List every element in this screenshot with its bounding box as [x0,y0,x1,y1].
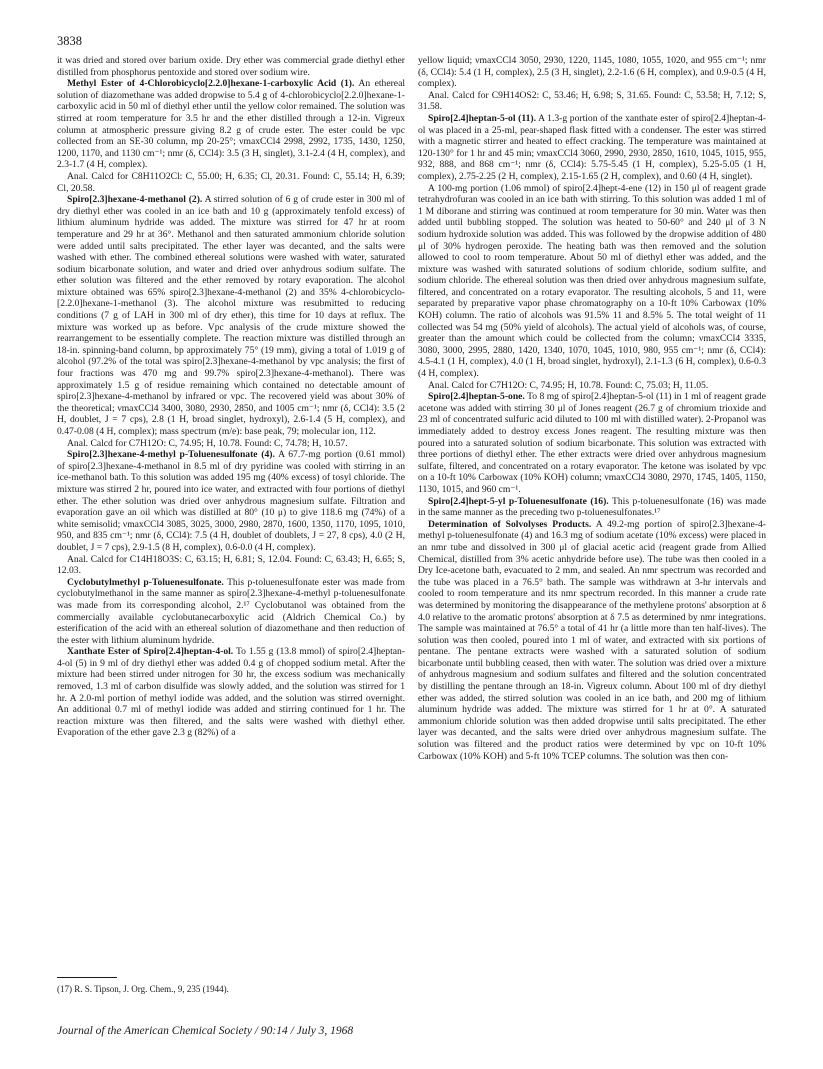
body-paragraph [418,391,766,495]
body-paragraph [57,194,405,437]
left-column [57,55,405,739]
body-paragraph [418,519,766,762]
paragraph-heading: Methyl Ester of 4-Chlorobicyclo[2.2.0]hexane-1-carboxylic Acid (1). [67,78,355,90]
paragraph-text: A 67.7-mg portion (0.61 mmol) of spiro[2.3]hexane-4-methanol in 8.5 ml of dry pyridine was cooled with stirring in an ice-methanol bath. To this solution was added 195 mg (40% excess) of tosyl chloride. The mixture was stirred 2 hr, poured into ice water, and extracted with four portions of diethyl ether. The ether solution was dried over anhydrous magnesium sulfate. Filtration and evaporation gave an oil which was distilled at 80° (10 μ) to give 118.6 mg (74%) of a white semisolid; νmaxCCl4 3085, 3025, 3000, 2980, 2870, 1600, 1350, 1170, 1095, 1010, 950, and 835 cm⁻¹; nmr (δ, CCl4): 7.5 (4 H, doublet of doublets, J = 27, 8 cps), 4.0 (2 H, doublet, J = 7 cps), 2.9-1.5 (8 H, complex), 0.6-0.0 (4 H, complex). [57,449,405,553]
paragraph-heading: Spiro[2.3]hexane-4-methanol (2). [67,194,203,206]
paragraph-heading: Cyclobutylmethyl p-Toluenesulfonate. [67,576,224,588]
paragraph-text: Anal. Calcd for C7H12O: C, 74.95; H, 10.78. Found: C, 75.03; H, 11.05. [428,379,709,391]
paragraph-text: An ethereal solution of diazomethane was added dropwise to 5.4 g of 4-chlorobicyclo[2.2.0]hexane-1-carboxylic acid in 50 ml of diethyl ether until the yellow color remained. The solution was stirred at room temperature for 3.5 hr and the ether distilled through a 12-in. Vigreux column at atmospheric pressure giving 8.2 g of crude ester. The ester could be vpc collected from an SE-30 column, mp 20-25°; νmaxCCl4 2998, 2992, 1735, 1430, 1250, 1200, 1170, and 1130 cm⁻¹; nmr (δ, CCl4): 3.5 (3 H, singlet), 3.1-2.4 (4 H, complex), and 2.3-1.7 (4 H, complex). [57,78,405,171]
paragraph-text: Anal. Calcd for C14H18O3S: C, 63.15; H, 6.81; S, 12.04. Found: C, 63.43; H, 6.65; S, 12.03. [57,553,405,577]
body-paragraph [57,55,405,78]
paragraph-text: A stirred solution of 6 g of crude ester in 300 ml of dry diethyl ether was cooled in an ice bath and 10 g (approximately tenfold excess) of lithium aluminum hydride was added. The mixture was stirred for 47 hr at room temperature and 29 hr at 36°. Methanol and then saturated ammonium chloride solution were added until salts precipitated. The ether layer was decanted, and the salts were washed with ether. The combined ethereal solutions were washed with water, saturated sodium bicarbonate solution, and water and dried over anhydrous sodium sulfate. The ether solution was filtered and the ether removed by rotary evaporation. The alcohol mixture obtained was 65% spiro[2.3]hexane-4-methanol (2) and 35% 4-chlorobicyclo-[2.2.0]hexane-1-methanol (3). The alcohol mixture was resubmitted to reducing conditions (7 g of LAH in 300 ml of dry ether), this time for 10 days at reflux. The mixture was worked up as before. Vpc analysis of the crude mixture showed the rearrangement to be essentially complete. The reaction mixture was distilled through an 18-in. spinning-band column, bp approximately 75° (19 mm), giving a total of 1.019 g of alcohol (97.2% of the total was spiro[2.3]hexane-4-methanol by vpc analysis; the first of four fractions was 470 mg and 99.7% spiro[2.3]hexane-4-methanol). There was approximately 1.5 g of residue remaining which contained no detectable amount of spiro[2.3]hexane-4-methanol by infrared or vpc. The recovered yield was about 30% of the theoretical; νmaxCCl4 3400, 3080, 2930, 2850, and 1005 cm⁻¹; nmr (δ, CCl4): 3.5 (2 H, doublet, J = 7 cps), 2.8 (1 H, broad singlet, hydroxyl), 2.6-1.4 (5 H, complex), and 0.47-0.08 (4 H, complex); mass spectrum (m/e): base peak, 79; molecular ion, 112. [57,194,405,437]
paragraph-text: A 49.2-mg portion of spiro[2.3]hexane-4-methyl p-toluenesulfonate (4) and 16.3 mg of sodium acetate (10% excess) were placed in an nmr tube and dissolved in 300 μl of glacial acetic acid (reagent grade from Allied Chemical, distilled from 3% acetic anhydride before use). The tube was then cooled in a Dry Ice-acetone bath, evacuated to 2 mm, and sealed. An nmr spectrum was recorded and the tube was placed in a 76.5° bath. The sample was withdrawn at 3-hr intervals and cooled to room temperature and its nmr spectrum recorded. In this manner a crude rate was determined by monitoring the disappearance of the methylene protons' absorption at δ 4.0 relative to the aromatic protons' absorption at δ 7.5 as determined by nmr integrations. The sample was maintained at 76.5° a total of 41 hr (a little more than ten half-lives). The solution was then cooled, poured into 1 ml of water, and extracted with six portions of pentane. The pentane extracts were washed with a saturated solution of sodium bicarbonate until bubbling ceased, then with water. The solution was dried over a mixture of anhydrous magnesium and sodium sulfates and filtered and the solution concentrated by distilling the pentane through an 18-in. Vigreux column. About 100 ml of dry diethyl ether was added, the stirred solution was cooled in an ice bath, and 200 mg of lithium aluminum hydride was added. The mixture was stirred for 1 hr at 0°. A saturated ammonium chloride solution was then added dropwise until salts precipitated. The ether layer was decanted, and the salts were dried over anhydrous magnesium sulfate. The solution was filtered and the product ratios were determined by vpc on 10-ft 10% Carbowax (10% KOH) and 5-ft 10% TCEP columns. The solution was then con- [418,518,766,762]
body-paragraph [57,449,405,553]
paragraph-text: A 100-mg portion (1.06 mmol) of spiro[2.4]hept-4-ene (12) in 150 μl of reagent grade tetrahydrofuran was cooled in an ice bath with stirring. To this solution was added 1 ml of 1 M diborane and stirring was continued at room temperature for 30 min. Water was then added until bubbling stopped. The solution was heated to 50-60° and 240 μl of 3 N sodium hydroxide solution was added. This was followed by the dropwise addition of 480 μl of 30% hydrogen peroxide. The heating bath was then removed and the solution allowed to cool to room temperature. About 50 ml of diethyl ether was added, and the mixture was washed with saturated solutions of sodium chloride, sodium sulfite, and sodium chloride. The ethereal solution was then dried over anhydrous magnesium sulfate, filtered, and concentrated on a rotary evaporator. The resulting alcohols, 5 and 11, were separated by preparative vapor phase chromatography on a 10-ft 10% Carbowax (10% KOH) column. The ratio of alcohols was 91.5% 11 and 8.5% 5. The total weight of 11 collected was 54 mg (50% yield of alcohols). The actual yield of alcohols was, of course, greater than the amount which could be collected from the column; νmaxCCl4 3335, 3080, 3000, 2995, 2880, 1420, 1340, 1070, 1045, 1010, 980, 955 cm⁻¹; nmr (δ, CCl4): 4.5-4.1 (1 H, complex), 4.0 (1 H, broad singlet, hydroxyl), 2.1-1.3 (6 H, complex), 0.6-0.3 (4 H, complex). [418,182,766,380]
paragraph-heading: Determination of Solvolyses Products. [428,518,592,530]
footnote-rule [57,977,117,978]
body-paragraph [418,55,766,90]
body-paragraph [418,496,766,519]
paragraph-heading: Xanthate Ester of Spiro[2.4]heptan-4-ol. [67,646,234,658]
paragraph-text: yellow liquid; νmaxCCl4 3050, 2930, 1220, 1145, 1080, 1055, 1020, and 955 cm⁻¹; nmr (δ, CCl4): 5.4 (1 H, complex), 2.5 (3 H, singlet), 2.2-1.6 (6 H, complex), and 0.9-0.5 (4 H, complex). [418,55,766,90]
paragraph-text: Anal. Calcd for C7H12O: C, 74.95; H, 10.78. Found: C, 74.78; H, 10.57. [67,437,348,449]
paragraph-heading: Spiro[2.3]hexane-4-methyl p-Toluenesulfonate (4). [67,449,275,461]
journal-footer: Journal of the American Chemical Society / 90:14 / July 3, 1968 [57,1025,354,1037]
body-paragraph [418,113,766,183]
paragraph-text: This p-toluenesulfonate (16) was made in the same manner as the preceding two p-toluenesulfonates.¹⁷ [418,495,766,519]
right-column [418,55,766,762]
body-paragraph [57,78,405,171]
analysis-paragraph [418,90,766,113]
analysis-paragraph [57,438,405,450]
paragraph-text: To 1.55 g (13.8 mmol) of spiro[2.4]heptan-4-ol (5) in 9 ml of dry diethyl ether was added 0.4 g of chopped sodium metal. After the mixture had been stirred under nitrogen for 30 hr, the excess sodium was mechanically removed, 1.3 ml of carbon disulfide was slowly added, and the solution was stirred for 1 hr. A 2.0-ml portion of methyl iodide was added, and the solution was stirred overnight. An additional 0.7 ml of methyl iodide was added and stirring continued for 1 hr. The reaction mixture was then filtered, and the salts were washed with diethyl ether. Evaporation of the ether gave 2.3 g (82%) of a [57,646,405,739]
analysis-paragraph [57,171,405,194]
analysis-paragraph [418,380,766,392]
body-paragraph [57,577,405,647]
body-paragraph [418,183,766,380]
paragraph-text: it was dried and stored over barium oxide. Dry ether was commercial grade diethyl ether distilled from phosphorus pentoxide and stored over sodium wire. [57,55,405,78]
page-number: 3838 [57,34,82,48]
paragraph-text: Anal. Calcd for C8H11O2Cl: C, 55.00; H, 6.35; Cl, 20.31. Found: C, 55.14; H, 6.39; Cl, 20.58. [57,170,405,194]
paragraph-text: A 1.3-g portion of the xanthate ester of spiro[2.4]heptan-4-ol was placed in a 25-ml, pear-shaped flask fitted with a condenser. The ester was stirred with a magnetic stirrer and heated to effect cracking. The temperature was maintained at 120-130° for 1 hr and 45 min; νmaxCCl4 3060, 2990, 2930, 2850, 1610, 1045, 1015, 955, 932, 888, and 868 cm⁻¹; nmr (δ, CCl4): 5.75-5.45 (1 H, complex), 5.25-5.05 (1 H, complex), 2.75-2.25 (2 H, complex), 2.15-1.65 (2 H, complex), and 0.60 (4 H, singlet). [418,112,766,182]
paragraph-text: Anal. Calcd for C9H14OS2: C, 53.46; H, 6.98; S, 31.65. Found: C, 53.58; H, 7.12; S, 31.58. [418,89,766,113]
paragraph-heading: Spiro[2.4]heptan-5-ol (11). [428,112,536,124]
paragraph-heading: Spiro[2.4]heptan-5-one. [428,391,525,403]
paragraph-text: This p-toluenesulfonate ester was made from cyclobutylmethanol in the same manner as spiro[2.3]hexane-4-methyl p-toluenesulfonate was made from its corresponding alcohol, 2.¹⁷ Cyclobutanol was obtained from the commercially available cyclobutanecarboxylic acid (Aldrich Chemical Co.) by esterification of the acid with an ethereal solution of diazomethane and then reduction of the ester with lithium aluminum hydride. [57,576,406,646]
footnote: (17) R. S. Tipson, J. Org. Chem., 9, 235 (1944). [57,984,229,994]
paragraph-heading: Spiro[2.4]hept-5-yl p-Toluenesulfonate (16). [428,495,609,507]
paragraph-text: To 8 mg of spiro[2.4]heptan-5-ol (11) in 1 ml of reagent grade acetone was added with stirring 30 μl of Jones reagent (26.7 g of chromium trioxide and 23 ml of concentrated sulfuric acid diluted to 100 ml with distilled water). 2-Propanol was immediately added to destroy excess Jones reagent. The resulting mixture was then poured into a saturated solution of sodium bicarbonate. This solution was extracted with three portions of diethyl ether. The ether extracts were dried over anhydrous magnesium sulfate, filtered, and concentrated on a rotary evaporator. The ketone was isolated by vpc on a 10-ft 10% Carbowax (10% KOH) column; νmaxCCl4 3080, 2970, 1745, 1405, 1150, 1130, 1015, and 960 cm⁻¹. [418,391,766,495]
analysis-paragraph [57,554,405,577]
body-paragraph [57,646,405,739]
